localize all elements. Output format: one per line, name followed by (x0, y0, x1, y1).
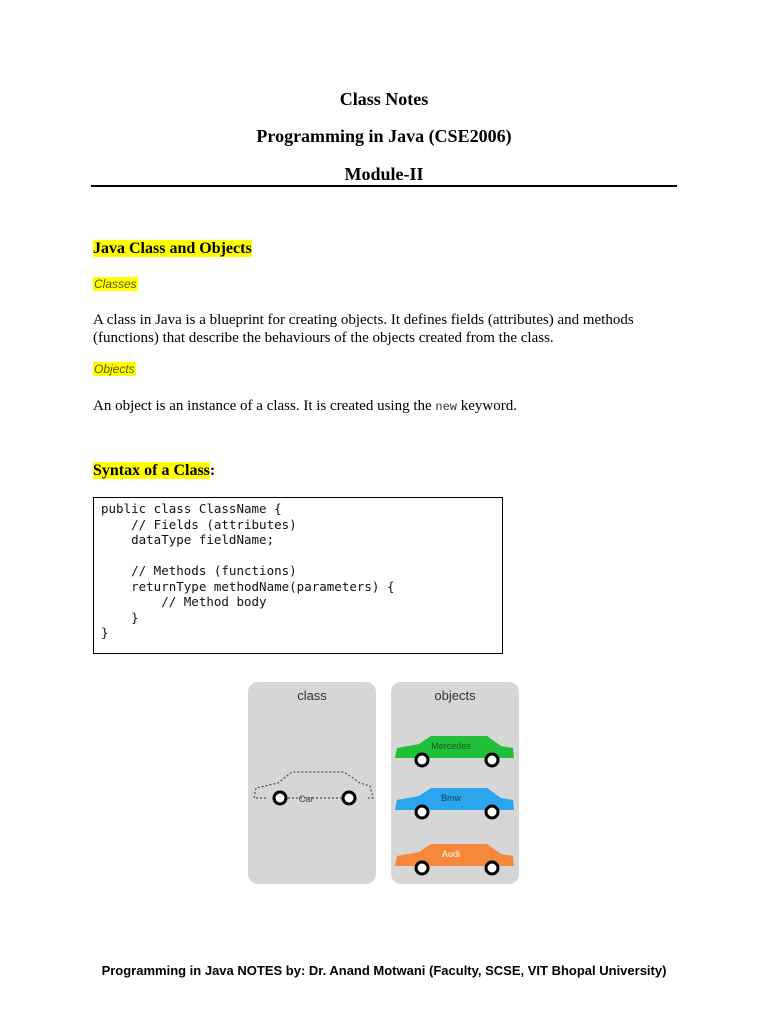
new-keyword: new (435, 400, 458, 414)
objects-cars-diagram (391, 682, 519, 884)
wheel-icon (416, 754, 428, 766)
objects-panel (391, 682, 519, 884)
classes-paragraph: A class in Java is a blueprint for creating objects. It defines fields (attributes) and methods (functions) that describe the behaviours of the objects created from the class. (93, 312, 634, 346)
header-divider (91, 185, 677, 187)
car-label: Audi (441, 849, 461, 859)
wheel-icon (274, 792, 286, 804)
class-car-diagram (248, 682, 376, 884)
objects-label: Objects (94, 362, 135, 376)
wheel-icon (343, 792, 355, 804)
module-title: Module-II (344, 164, 424, 184)
wheel-icon (416, 862, 428, 874)
car-audi (395, 844, 514, 874)
car-label: Bmw (441, 793, 461, 803)
page-footer: Programming in Java NOTES by: Dr. Anand Motwani (Faculty, SCSE, VIT Bhopal University) (101, 963, 667, 978)
classes-label: Classes (94, 277, 137, 291)
section-heading-class-objects (93, 240, 252, 258)
wheel-icon (416, 806, 428, 818)
syntax-heading-colon: : (209, 462, 216, 479)
course-title: Programming in Java (CSE2006) (256, 126, 512, 146)
objects-text-before: An object is an instance of a class. It is created using the (93, 398, 436, 414)
wheel-icon (486, 754, 498, 766)
section-heading-text: Java Class and Objects (93, 240, 252, 257)
objects-paragraph (93, 397, 673, 416)
car-bmw (395, 788, 514, 818)
class-panel (248, 682, 376, 884)
wheel-icon (486, 806, 498, 818)
class-panel-title: class (297, 688, 327, 703)
syntax-heading-text: Syntax of a Class (93, 462, 210, 479)
code-block (93, 497, 503, 654)
code-text: public class ClassName { // Fields (attributes) dataType fieldName; // Methods (functions) returnType methodName(parameters) { // Method body } } (101, 501, 395, 640)
car-mercedes (395, 736, 514, 766)
class-car-label: Car (298, 794, 314, 804)
car-label: Mercedes (431, 741, 471, 751)
wheel-icon (486, 862, 498, 874)
objects-text-after: keyword. (457, 398, 518, 414)
section-heading-syntax (93, 462, 215, 480)
document-title: Class Notes (339, 89, 429, 109)
objects-panel-title: objects (434, 688, 476, 703)
